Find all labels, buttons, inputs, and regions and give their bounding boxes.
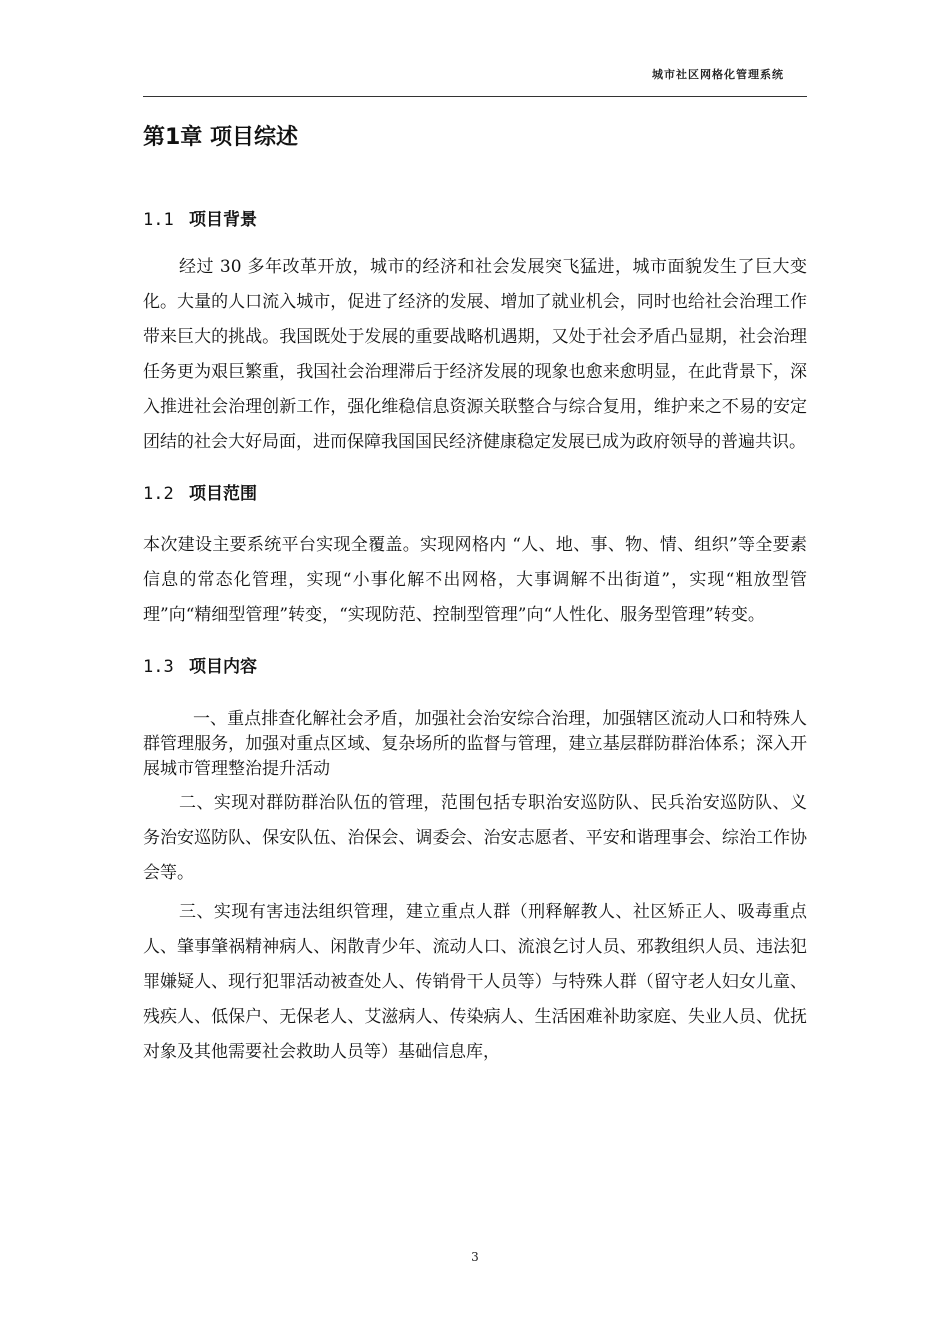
section-number: 1.1: [143, 210, 174, 230]
running-header-title: 城市社区网格化管理系统: [652, 68, 784, 81]
header-divider: [143, 96, 807, 97]
paragraph: 经过 30 多年改革开放，城市的经济和社会发展突飞猛进，城市面貌发生了巨大变化。大量的人口流入城市，促进了经济的发展、增加了就业机会，同时也给社会治理工作带来巨大的挑战。我国既处于发展的重要战略机遇期，又处于社会矛盾凸显期，社会治理任务更为艰巨繁重，我国社会治理滞后于经济发展的现象也愈来愈明显，在此背景下，深入推进社会治理创新工作，强化维稳信息资源关联整合与综合复用，维护来之不易的安定团结的社会大好局面，进而保障我国国民经济健康稳定发展已成为政府领导的普遍共识。: [143, 257, 807, 452]
page-body: [143, 118, 807, 1070]
paragraph: 二、实现对群防群治队伍的管理，范围包括专职治安巡防队、民兵治安巡防队、义务治安巡防队、保安队伍、治保会、调委会、治安志愿者、平安和谐理事会、综治工作协会等。: [143, 793, 807, 883]
section-number: 1.3: [143, 657, 174, 677]
section-heading: [143, 480, 807, 508]
section-heading: [143, 206, 807, 234]
page-number: 3: [471, 1250, 479, 1264]
paragraph: 一、重点排查化解社会矛盾，加强社会治安综合治理，加强辖区流动人口和特殊人群管理服务，加强对重点区域、复杂场所的监督与管理，建立基层群防群治体系；深入开展城市管理整治提升活动: [143, 709, 807, 779]
section-title: 项目内容: [189, 657, 257, 677]
chapter-title: 第1章 项目综述: [143, 125, 298, 150]
section-title: 项目背景: [189, 210, 257, 230]
paragraph: 本次建设主要系统平台实现全覆盖。实现网格内 “人、地、事、物、情、组织”等全要素信息的常态化管理，实现“小事化解不出网格，大事调解不出街道”，实现“粗放型管理”向“精细型管理”转变，“实现防范、控制型管理”向“人性化、服务型管理”转变。: [143, 535, 807, 625]
section-number: 1.2: [143, 484, 174, 504]
section-heading: [143, 653, 807, 681]
section-title: 项目范围: [189, 484, 257, 504]
paragraph: 三、实现有害违法组织管理，建立重点人群（刑释解教人、社区矫正人、吸毒重点人、肇事肇祸精神病人、闲散青少年、流动人口、流浪乞讨人员、邪教组织人员、违法犯罪嫌疑人、现行犯罪活动被查处人、传销骨干人员等）与特殊人群（留守老人妇女儿童、残疾人、低保户、无保老人、艾滋病人、传染病人、生活困难补助家庭、失业人员、优抚对象及其他需要社会救助人员等）基础信息库，: [143, 902, 807, 1062]
